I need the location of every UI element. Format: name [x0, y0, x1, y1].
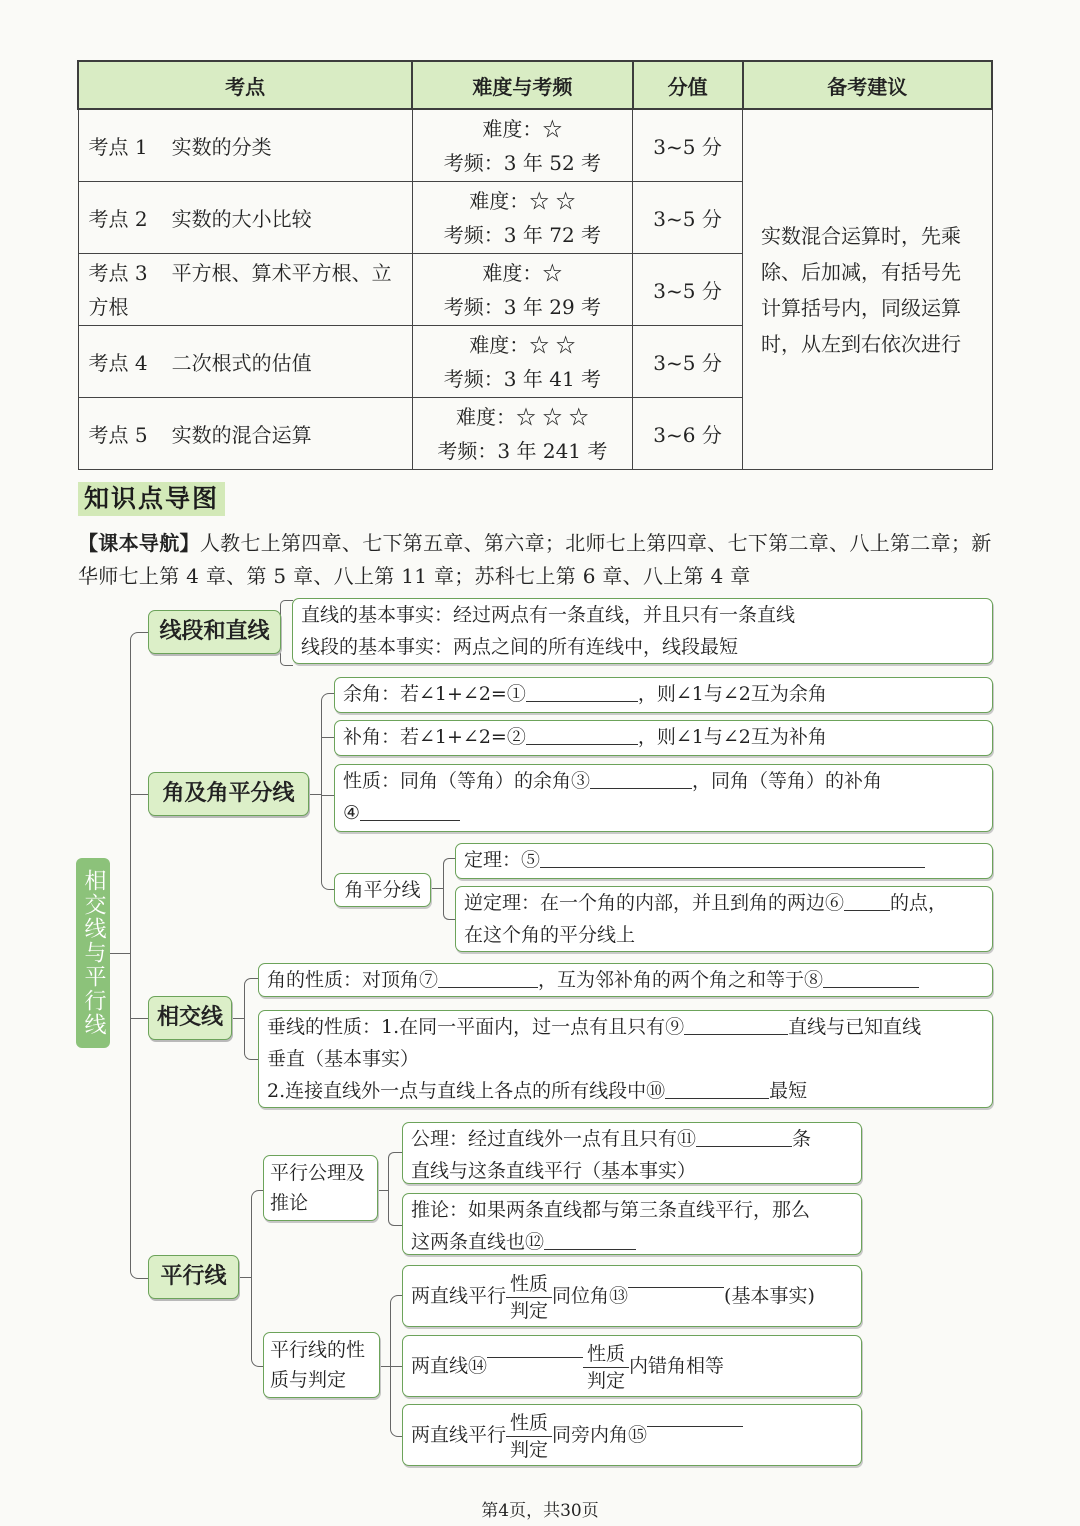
textbook-nav — [78, 527, 998, 593]
frac-top-label: 性质 — [506, 1271, 552, 1298]
bisector-theorem-box — [455, 843, 993, 879]
frac-top-label: 性质 — [583, 1341, 629, 1368]
perp-text-mid: 直线与已知直线 — [788, 1016, 922, 1038]
advice-text: 实数混合运算时，先乘除、后加减，有括号先计算括号内，同级运算时，从左到右依次进行 — [761, 223, 961, 356]
difficulty-cell — [412, 182, 633, 254]
supplement-text-end: ，则∠1与∠2互为补角 — [637, 726, 827, 748]
bisector-converse-box — [455, 886, 993, 952]
converse-text: 逆定理：在一个角的内部，并且到角的两边⑥ — [464, 892, 845, 914]
property-text-end: ④ — [343, 802, 361, 824]
blank-10 — [665, 1076, 769, 1099]
theorem-text: 定理：⑤ — [464, 849, 541, 871]
topic-label: 考点 4 — [88, 351, 148, 375]
topic-name: 实数的大小比较 — [171, 207, 312, 231]
difficulty-cell — [412, 109, 633, 182]
topic-label: 考点 1 — [88, 135, 148, 159]
rule2-arrow — [583, 1341, 629, 1394]
difficulty-text: 难度：☆ ☆ ☆ — [456, 404, 589, 429]
property-text-mid: ，同角（等角）的补角 — [692, 770, 883, 792]
adjacent-angle-text: ，互为邻补角的两个角之和等于⑧ — [538, 969, 824, 991]
segment-facts-box — [292, 598, 993, 664]
difficulty-cell — [412, 326, 633, 398]
blank-4 — [360, 798, 460, 821]
rule3-text-mid: 同旁内角⑮ — [552, 1424, 648, 1446]
blank-11 — [696, 1124, 792, 1147]
table-row — [78, 109, 992, 182]
topic-cell — [78, 254, 412, 326]
score-cell: 3~5 分 — [633, 109, 743, 182]
frequency-text: 考频：3 年 241 考 — [437, 438, 608, 463]
topic-cell — [78, 182, 412, 254]
perp-text: 垂线的性质：1.在同一平面内，过一点有且只有⑨ — [267, 1016, 685, 1038]
difficulty-text: 难度：☆ — [482, 116, 563, 141]
col-header-advice: 备考建议 — [743, 61, 993, 109]
page-footer: 第4页，共30页 — [481, 1501, 599, 1521]
score-cell: 3~5 分 — [633, 254, 743, 326]
blank-5 — [540, 845, 925, 868]
blank-13 — [628, 1267, 724, 1288]
node-parallel-axiom: 平行公理及推论 — [263, 1155, 378, 1221]
difficulty-cell — [412, 254, 633, 326]
blank-8 — [823, 965, 919, 988]
frequency-text: 考频：3 年 29 考 — [443, 294, 602, 319]
col-header-difficulty: 难度与考频 — [412, 61, 633, 109]
node-segment-line: 线段和直线 — [148, 610, 281, 654]
score-cell: 3~6 分 — [633, 398, 743, 470]
score-cell: 3~5 分 — [633, 326, 743, 398]
supplement-text: 补角：若∠1+∠2=② — [343, 726, 526, 748]
topic-cell — [78, 398, 412, 470]
textbook-nav-text: 人教七上第四章、七下第五章、第六章；北师七上第四章、七下第二章、八上第二章；新华师七上第 4 章、第 5 章、八上第 11 章；苏科七上第 6 章、八上第 4 章 — [78, 531, 992, 588]
property-text: 性质：同角（等角）的余角③ — [343, 770, 591, 792]
rule-interior-box — [402, 1404, 862, 1466]
difficulty-text: 难度：☆ — [482, 260, 563, 285]
blank-1 — [526, 679, 638, 702]
rule1-arrow — [506, 1271, 552, 1324]
blank-15 — [647, 1406, 743, 1427]
converse-text-end: 在这个角的平分线上 — [464, 924, 636, 946]
perp-text-end: 最短 — [769, 1080, 808, 1102]
corollary-text: 推论：如果两条直线都与第三条直线平行，那么 — [411, 1199, 811, 1221]
topic-cell — [78, 326, 412, 398]
rule-alternate-box — [402, 1335, 862, 1397]
section-title: 知识点导图 — [78, 482, 225, 516]
frac-bottom-label: 判定 — [510, 1438, 549, 1461]
col-header-score: 分值 — [633, 61, 743, 109]
difficulty-text: 难度：☆ ☆ — [469, 332, 576, 357]
line-fact: 直线的基本事实：经过两点有一条直线，并且只有一条直线 — [301, 604, 796, 626]
rule1-text-end: (基本事实) — [724, 1285, 815, 1307]
topic-label: 考点 5 — [88, 423, 148, 447]
difficulty-cell — [412, 398, 633, 470]
blank-14 — [487, 1337, 583, 1358]
corollary-text-end: 这两条直线也⑫ — [411, 1231, 545, 1253]
topic-cell — [78, 109, 412, 182]
node-parallel: 平行线 — [148, 1255, 239, 1299]
topic-name: 平方根、算术平方根、立方根 — [88, 260, 392, 319]
topic-label: 考点 3 — [88, 260, 148, 285]
blank-3 — [590, 766, 692, 789]
frac-top-label: 性质 — [506, 1410, 552, 1437]
rule-corresponding-box — [402, 1265, 862, 1327]
complement-text-end: ，则∠1与∠2互为余角 — [637, 683, 827, 705]
blank-7 — [438, 965, 538, 988]
frequency-text: 考频：3 年 72 考 — [443, 222, 602, 247]
blank-12 — [544, 1227, 636, 1250]
rule1-text-mid: 同位角⑬ — [552, 1285, 629, 1307]
supplement-box — [334, 720, 993, 756]
rule2-text-end: 内错角相等 — [629, 1355, 725, 1377]
topic-name: 二次根式的估值 — [171, 351, 312, 375]
frac-bottom-label: 判定 — [510, 1299, 549, 1322]
rule3-text: 两直线平行 — [411, 1424, 507, 1446]
segment-fact: 线段的基本事实：两点之间的所有连线中，线段最短 — [301, 636, 739, 658]
converse-text-mid: 的点， — [890, 892, 948, 914]
node-angle: 角及角平分线 — [148, 772, 309, 816]
topic-label: 考点 2 — [88, 207, 148, 231]
vertical-angle-text: 角的性质：对顶角⑦ — [267, 969, 439, 991]
axiom-text-mid: 条 — [792, 1128, 812, 1150]
axiom-text-end: 直线与这条直线平行（基本事实） — [411, 1160, 697, 1182]
col-header-topic: 考点 — [78, 61, 412, 109]
blank-2 — [526, 722, 638, 745]
perp-text-3: 2.连接直线外一点与直线上各点的所有线段中⑩ — [267, 1080, 666, 1102]
node-intersect: 相交线 — [148, 996, 232, 1040]
difficulty-text: 难度：☆ ☆ — [469, 188, 576, 213]
perpendicular-box — [258, 1010, 993, 1108]
node-parallel-props: 平行线的性质与判定 — [263, 1332, 380, 1398]
blank-6 — [844, 888, 890, 911]
node-bisector: 角平分线 — [334, 873, 431, 907]
topic-name: 实数的分类 — [171, 135, 272, 159]
perp-text-2: 垂直（基本事实） — [267, 1048, 420, 1070]
complement-text: 余角：若∠1+∠2=① — [343, 683, 526, 705]
complement-box — [334, 677, 993, 713]
rule1-text: 两直线平行 — [411, 1285, 507, 1307]
rule2-text: 两直线⑭ — [411, 1355, 488, 1377]
table-header-row — [78, 61, 992, 109]
frac-bottom-label: 判定 — [587, 1369, 626, 1392]
axiom-box — [402, 1122, 862, 1184]
frequency-text: 考频：3 年 41 考 — [443, 366, 602, 391]
exam-points-table — [77, 60, 993, 470]
angle-property-box — [334, 764, 993, 832]
frequency-text: 考频：3 年 52 考 — [443, 150, 602, 175]
axiom-text: 公理：经过直线外一点有且只有⑪ — [411, 1128, 697, 1150]
mindmap-root: 相交线与平行线 — [76, 858, 110, 1048]
rule3-arrow — [506, 1410, 552, 1463]
angle-property-intersect-box — [258, 963, 993, 997]
topic-name: 实数的混合运算 — [171, 423, 312, 447]
textbook-nav-label: 【课本导航】 — [78, 531, 200, 555]
score-cell: 3~5 分 — [633, 182, 743, 254]
advice-cell — [743, 109, 993, 470]
corollary-box — [402, 1193, 862, 1255]
blank-9 — [684, 1012, 788, 1035]
